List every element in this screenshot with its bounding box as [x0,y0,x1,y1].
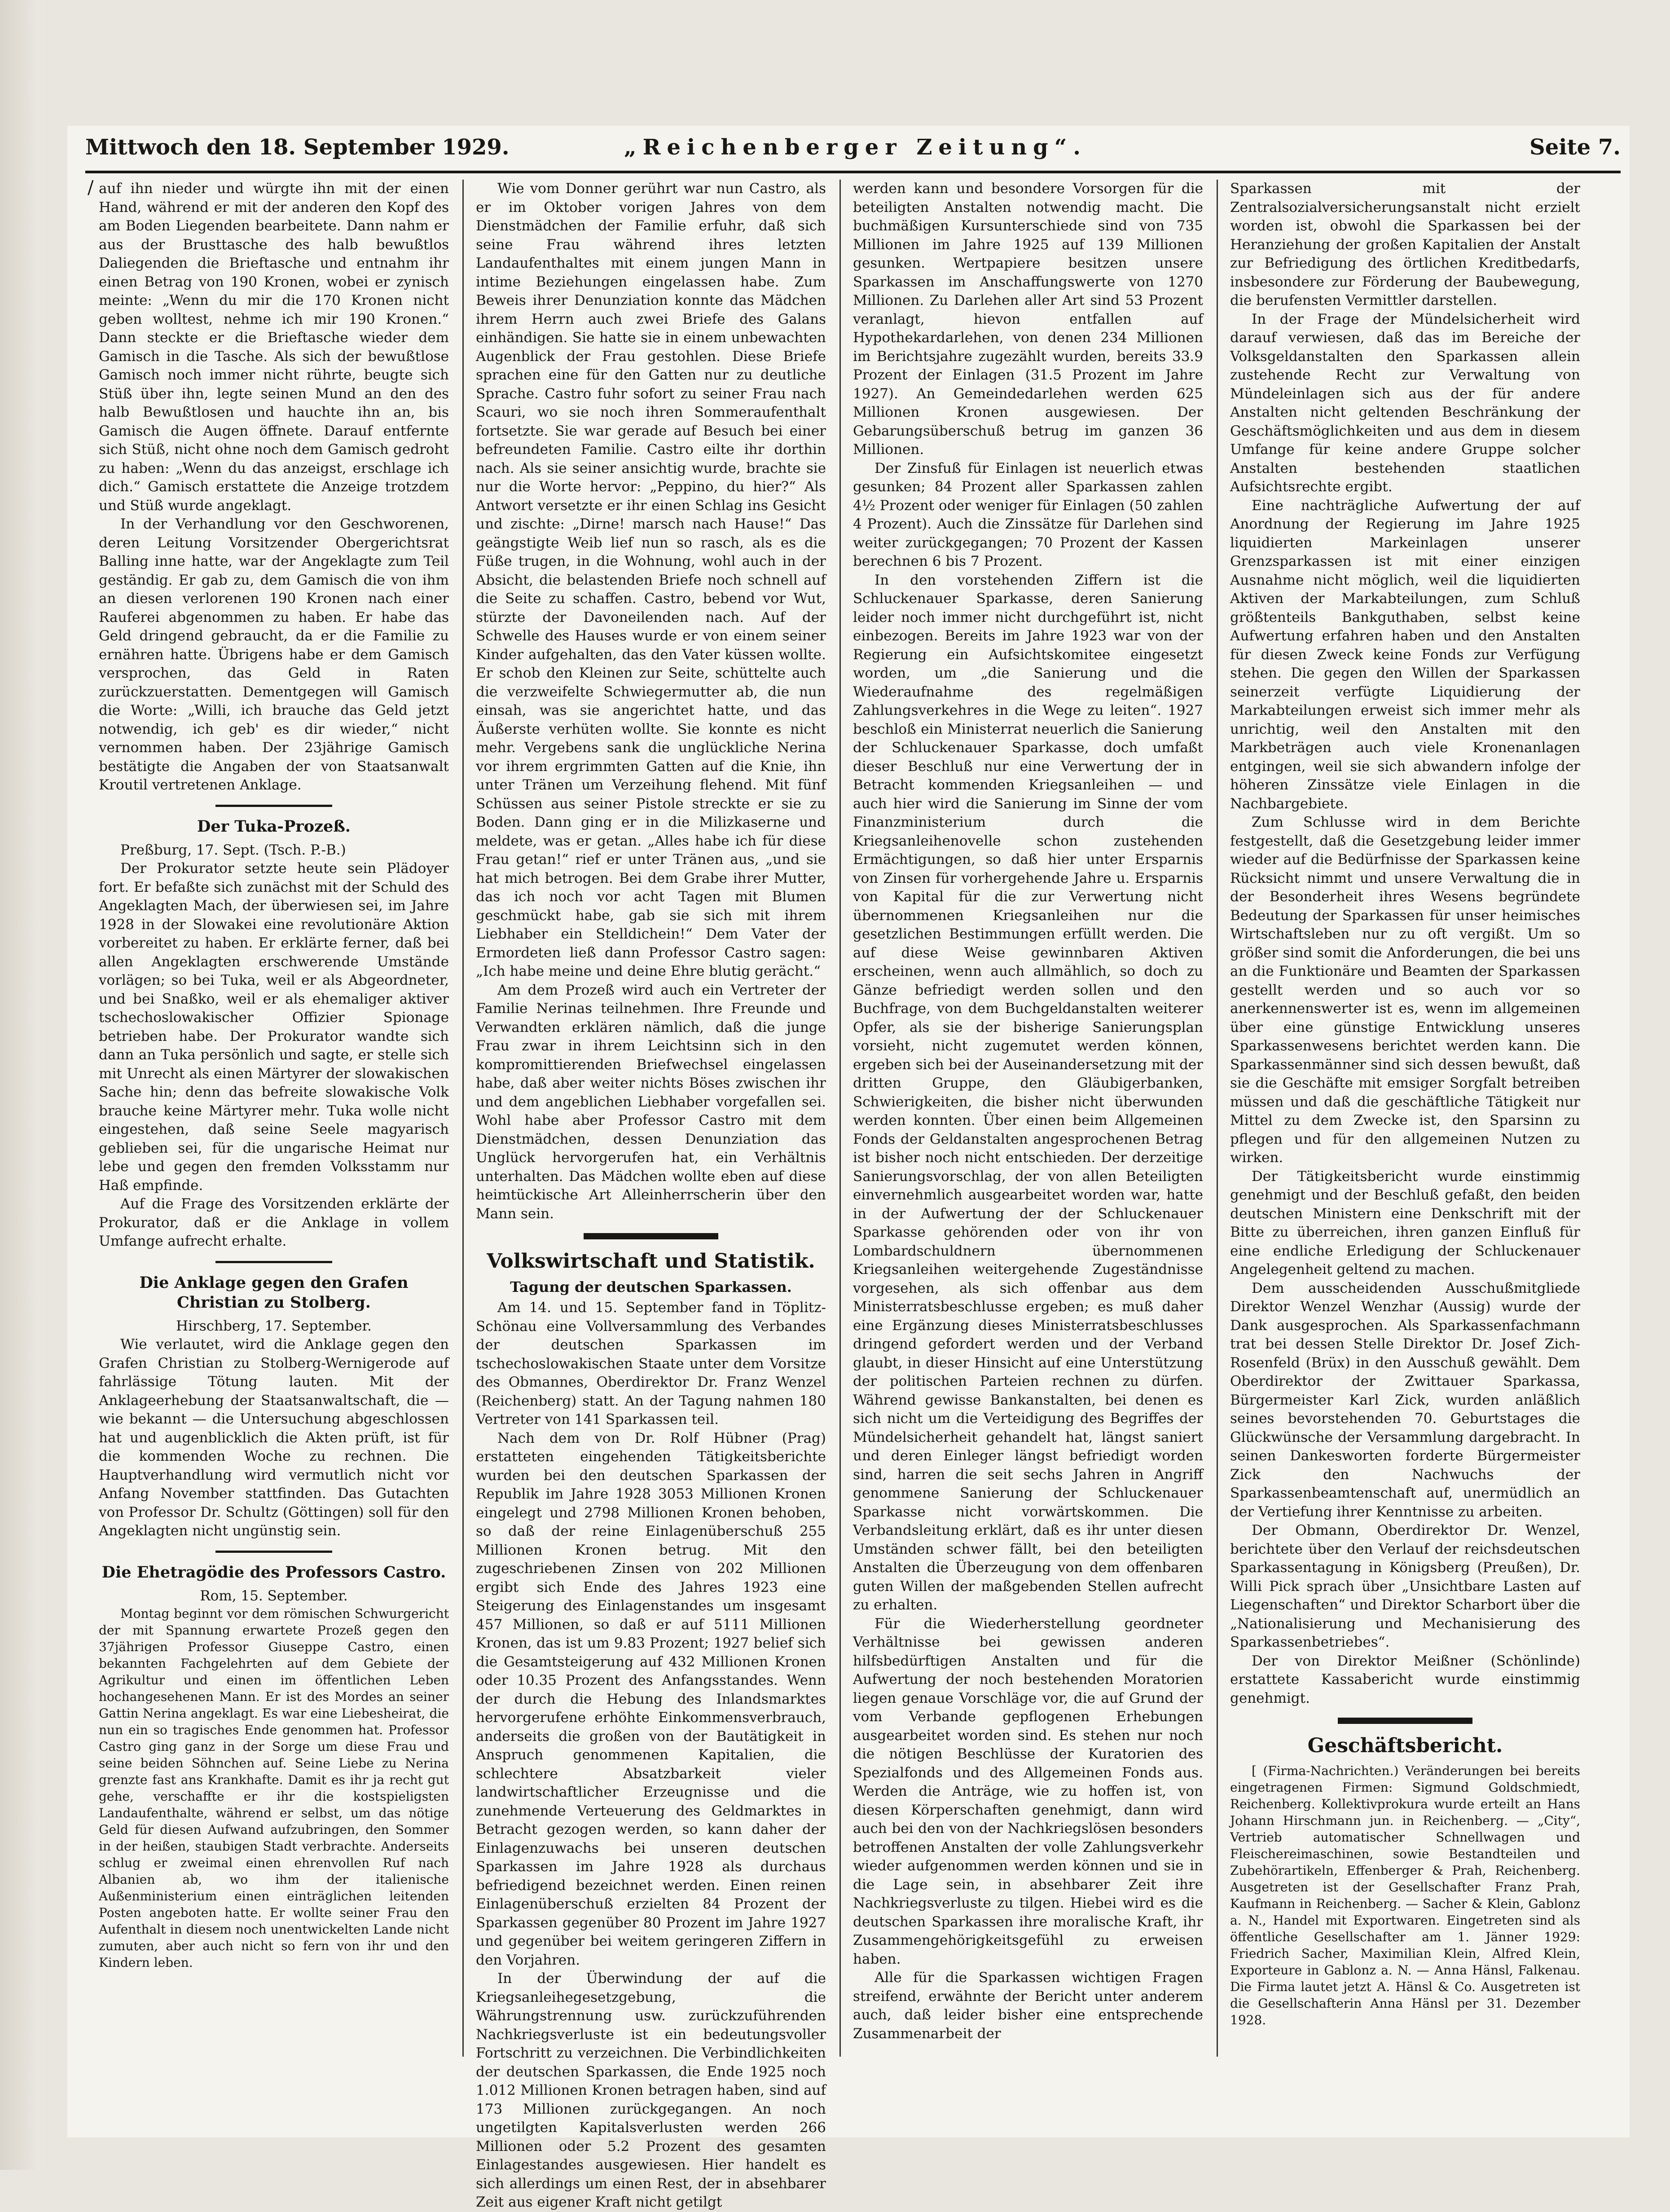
section-headline: Volkswirtschaft und Statistik. [487,1250,815,1273]
article-paragraph: Alle für die Sparkassen wichtigen Fragen streifend, erwähnte der Bericht unter anderem auch, daß leider bisher eine entsprechende Zusammenarbeit der [853,1970,1203,2042]
article-paragraph: Der Tätigkeitsbericht wurde einstimmig genehmigt und der Beschluß gefaßt, den beiden deutschen Ministern eine Denkschrift mit der Bitte zu überreichen, ihren ganzen Einfluß für eine endliche Erledigung der Schluckenauer Angelegenheit geltend zu machen. [1230,1168,1580,1278]
article-paragraph: auf ihn nieder und würgte ihn mit der einen Hand, während er mit der anderen den Kopf des am Boden Liegenden bearbeitete. Dann nahm er aus der Brusttasche des halb bewußtlos Daliegenden die Brieftasche und entnahm ihr einen Betrag von 190 Kronen, wobei er zynisch meinte: „Wenn du mir die 170 Kronen nicht geben wolltest, nehme ich mir 190 Kronen.“ Dann steckte er die Brieftasche wieder dem Gamisch in die Tasche. Als sich der bewußtlose Gamisch noch immer nicht rührte, beugte sich Stüß über ihn, legte seinen Mund an den des halb Bewußtlosen und hauchte ihn an, bis Gamisch die Augen öffnete. Darauf entfernte sich Stüß, nicht ohne noch dem Gamisch gedroht zu haben: „Wenn du das anzeigst, erschlage ich dich.“ Gamisch erstattete die Anzeige trotzdem und Stüß wurde angeklagt. [99,181,449,514]
scan-page-edge [0,0,40,2170]
article-paragraph: In der Verhandlung vor den Geschworenen, deren Leitung Vorsitzender Obergerichtsrat Balling inne hatte, war der Angeklagte zum Teil geständig. Er gab zu, dem Gamisch die von ihm an diesen verlorenen 190 Kronen nach einer Rauferei abgenommen zu haben. Er habe das Geld dringend gebraucht, da er die Familie zu ernähren hatte. Übrigens habe er dem Gamisch versprochen, das Geld in Raten zurückzuerstatten. Dementgegen will Gamisch die Worte: „Willi, ich brauche das Geld jetzt notwendig, ich geb' es dir wieder,“ nicht vernommen haben. Der 23jährige Gamisch bestätigte die Angaben der von Staatsanwalt Kroutil vertretenen Anklage. [99,516,449,793]
article-paragraph: Am dem Prozeß wird auch ein Vertreter der Familie Nerinas teilnehmen. Ihre Freunde und Verwandten erklären nämlich, daß die junge Frau zwar in ihrem Leichtsinn sich in den kompromittierenden Briefwechsel eingelassen habe, daß aber weiter nichts Böses zwischen ihr und dem angeblichen Liebhaber vorgefallen sei. Wohl habe aber Professor Castro mit dem Dienstmädchen, dessen Denunziation das Unglück hervorgerufen hat, ein Verhältnis unterhalten. Das Mädchen wollte eben auf diese heimtückische Art Alleinherrscherin über den Mann sein. [476,982,826,1222]
issue-date: Mittwoch den 18. September 1929. [85,135,510,160]
article-paragraph: Wie vom Donner gerührt war nun Castro, als er im Oktober vorigen Jahres von dem Dienstmädchen der Familie erfuhr, daß sich seine Frau während ihres letzten Landaufenthaltes mit einem jungen Mann in intime Beziehungen eingelassen habe. Zum Beweis ihrer Denunziation konnte das Mädchen ihrem Herrn auch zwei Briefe des Galans einhändigen. Sie hatte sie in einem unbewachten Augenblick der Frau gestohlen. Diese Briefe sprachen eine für den Gatten nur zu deutliche Sprache. Castro fuhr sofort zu seiner Frau nach Scauri, wo sie noch ihren Sommeraufenthalt fortsetzte. Sie war gerade auf Besuch bei einer befreundeten Familie. Castro eilte ihr dorthin nach. Als sie seiner ansichtig wurde, brachte sie nur die Worte hervor: „Peppino, du hier?“ Als Antwort versetzte er ihr einen Schlag ins Gesicht und zischte: „Dirne! marsch nach Hause!“ Das geängstigte Weib lief nun so rasch, als es die Füße trugen, in die Wohnung, wohl auch in der Absicht, die belastenden Briefe noch schnell auf die Seite zu schaffen. Castro, bebend vor Wut, stürzte der Davoneilenden nach. Auf der Schwelle des Hauses wurde er von einem seiner Kinder aufgehalten, das den Vater küssen wollte. Er schob den Kleinen zur Seite, schüttelte auch die verzweifelte Schwiegermutter ab, die nun einsah, was sie angerichtet hatte, und das Äußerste verhüten wollte. Sie konnte es nicht mehr. Vergebens sank die unglückliche Nerina vor ihrem ergrimmten Gatten auf die Knie, ihn unter Tränen um Verzeihung flehend. Mit fünf Schüssen aus seiner Pistole streckte er sie zu Boden. Dann ging er in die Milizkaserne und meldete, was er getan. „Alles habe ich für diese Frau getan!“ rief er unter Tränen aus, „und sie hat mich betrogen. Bei dem Grabe ihrer Mutter, das ich noch vor acht Tagen mit Blumen geschmückt habe, gab sie sich mit ihrem Liebhaber ein Stelldichein!“ Dem Vater der Ermordeten ließ dann Professor Castro sagen: „Ich habe meine und deine Ehre blutig gerächt.“ [476,181,826,979]
article-separator [215,1551,332,1553]
article-paragraph: Auf die Frage des Vorsitzenden erklärte der Prokurator, daß er die Anklage in vollem Umfange aufrecht erhalte. [99,1196,449,1249]
section-separator [1338,1718,1472,1724]
article-paragraph: Nach dem von Dr. Rolf Hübner (Prag) erstatteten eingehenden Tätigkeitsberichte wurden bei den deutschen Sparkassen der Republik im Jahre 1928 3053 Millionen Kronen eingelegt und 2798 Millionen Kronen behoben, so daß der reine Einlagenüberschuß 255 Millionen Kronen betrug. Mit den zugeschriebenen Zinsen von 202 Millionen ergibt sich Ende des Jahres 1923 eine Steigerung des Einlagenstandes um insgesamt 457 Millionen, so daß er auf 5111 Millionen Kronen, das ist um 9.83 Prozent; 1927 belief sich die Gesamtsteigerung auf 432 Millionen Kronen oder 10.35 Prozent des Anfangsstandes. Wenn der durch die Hebung des Inlandsmarktes hervorgerufene erhöhte Einkommensverbrauch, anderseits die großen von der Bautätigkeit in Anspruch genommenen Kapitalien, die schlechtere Absatzbarkeit vieler landwirtschaftlicher Erzeugnisse und die zunehmende Verteuerung des Geldmarktes in Betracht gezogen werden, so kann daher der Einlagenzuwachs bei unseren deutschen Sparkassen im Jahre 1928 als durchaus befriedigend bezeichnet werden. Einen reinen Einlagenüberschuß erzielten 84 Prozent der Sparkassen gegenüber 80 Prozent im Jahre 1927 und gegenüber bei weitem geringeren Ziffern in den Vorjahren. [476,1430,826,1968]
dateline: Rom, 15. September. [200,1587,348,1604]
column-divider [462,180,464,2057]
article-paragraph: Zum Schlusse wird in dem Berichte festgestellt, daß die Gesetzgebung leider immer wieder auf die Bedürfnisse der Sparkassen keine Rücksicht nimmt und unsere Verwaltung die in der Besonderheit ihres Wesens begründete Bedeutung der Sparkassen für unser heimisches Wirtschaftsleben nur zu oft vergißt. Um so größer sind somit die Anforderungen, die bei uns an die Funktionäre und Beamten der Sparkassen gestellt werden und so auch vor so anerkennenswerter ist es, wenn im allgemeinen über eine günstige Entwicklung unseres Sparkassenwesens berichtet werden kann. Die Sparkassenmänner sind sich dessen bewußt, daß sie die Geschäfte mit emsiger Sorgfalt betreiben müssen und daß die geschäftliche Tätigkeit nur Mittel zu dem Zwecke ist, den Sparsinn zu pflegen und für den allgemeinen Nutzen zu wirken. [1230,814,1580,1166]
article-separator [215,805,332,807]
article-paragraph: Montag beginnt vor dem römischen Schwurgericht der mit Spannung erwartete Prozeß gegen den 37jährigen Professor Giuseppe Castro, einen bekannten Fachgelehrten auf dem Gebiete der Agrikultur und einen im öffentlichen Leben hochangesehenen Mann. Er ist des Mordes an seiner Gattin Nerina angeklagt. Es war eine Liebesheirat, die nun ein so tragisches Ende genommen hat. Professor Castro ging ganz in der Sorge um diese Frau und seine beiden Söhnchen auf. Seine Liebe zu Nerina grenzte fast ans Krankhafte. Damit es ihr ja recht gut gehe, verschaffte er ihr die kostspieligsten Landaufenthalte, während er selbst, um das nötige Geld für diesen Aufwand aufzubringen, den Sommer in der heißen, staubigen Stadt verbrachte. Anderseits schlug er zweimal einen ehrenvollen Ruf nach Albanien ab, wo ihm der italienische Außenministerium einen einträglichen leitenden Posten angeboten hatte. Er wollte seiner Frau den Aufenthalt in diesem noch unentwickelten Lande nicht zumuten, aber auch nicht so fern von ihr und den Kindern leben. [99,1606,449,1970]
column-3 [853,180,1203,2093]
article-paragraph: Der Zinsfuß für Einlagen ist neuerlich etwas gesunken; 84 Prozent aller Sparkassen zahlen 4½ Prozent oder weniger für Einlagen (50 zahlen 4 Prozent). Auch die Zinssätze für Darlehen sind weiter zurückgegangen; 70 Prozent der Kassen berechnen 6 bis 7 Prozent. [853,460,1203,569]
article-headline: Tagung der deutschen Sparkassen. [510,1278,792,1295]
article-paragraph: Wie verlautet, wird die Anklage gegen den Grafen Christian zu Stolberg-Wernigerode auf fahrlässige Tötung lauten. Mit der Anklageerhebung der Staatsanwaltschaft, die — wie bekannt — die Untersuchung abgeschlossen hat und augenblicklich die Akten prüft, ist für die kommenden Woche zu rechnen. Die Hauptverhandlung wird vermutlich nicht vor Anfang November stattfinden. Das Gutachten von Professor Dr. Schultz (Göttingen) soll für den Angeklagten nicht ungünstig sein. [99,1336,449,1539]
article-paragraph: werden kann und besondere Vorsorgen für die beteiligten Anstalten notwendig macht. Die buchmäßigen Kursunterschiede sind von 735 Millionen im Jahre 1925 auf 139 Millionen gesunken. Wertpapiere besitzen unsere Sparkassen im Anschaffungswerte von 1270 Millionen. Zu Darlehen aller Art sind 53 Prozent veranlagt, hievon entfallen auf Hypothekardarlehen, von denen 234 Millionen im Berichtsjahre zugezählt wurden, bereits 33.9 Prozent der Einlagen (31.5 Prozent im Jahre 1927). An Gemeindedarlehen werden 625 Millionen Kronen ausgewiesen. Der Gebarungsüberschuß betrug im ganzen 36 Millionen. [853,181,1203,458]
article-headline: Der Tuka-Prozeß. [197,817,351,836]
page-number: Seite 7. [1529,135,1621,160]
article-paragraph: In der Überwindung der auf die Kriegsanleihegesetzgebung, die Währungstrennung usw. zurückzuführenden Nachkriegsverluste ist ein bedeutungsvoller Fortschritt zu verzeichnen. Die Verbindlichkeiten der deutschen Sparkassen, die Ende 1925 noch 1.012 Millionen Kronen betragen haben, sind auf 173 Millionen zurückgegangen. An noch ungetilgten Kapitalsverlusten werden 266 Millionen oder 5.2 Prozent des gesamten Einlagestandes ausgewiesen. Hier handelt es sich allerdings um einen Rest, der in absehbarer Zeit aus eigener Kraft nicht getilgt [476,1970,826,2210]
article-paragraph: Der Obmann, Oberdirektor Dr. Wenzel, berichtete über den Verlauf der reichsdeutschen Sparkassentagung in Königsberg (Preußen), Dr. Willi Pick sprach über „Unsichtbare Lasten auf Liegenschaften“ und Direktor Scharbort über die „Nationalisierung und Mechanisierung des Sparkassenbetriebes“. [1230,1522,1580,1650]
article-paragraph: Für die Wiederherstellung geordneter Verhältnisse bei gewissen anderen hilfsbedürftigen Anstalten und für die Aufwertung der noch bestehenden Moratorien liegen genaue Vorschläge vor, die auf Grund der vom Verbande gepflogenen Erhebungen ausgearbeitet worden sind. Es stehen nur noch die nötigen Beschlüsse der Kuratorien des Spezialfonds und des Allgemeinen Fonds aus. Werden die Anträge, wie zu hoffen ist, von diesen Körperschaften genehmigt, dann wird auch bei den von der Nachkriegslösen besonders betroffenen Anstalten der volle Zahlungsverkehr wieder aufgenommen werden können und sie in die Lage sein, in absehbarer Zeit ihre Nachkriegsverluste zu tilgen. Hiebei wird es die deutschen Sparkassen ihre moralische Kraft, ihr Zusammengehörigkeitsgefühl zu erweisen haben. [853,1615,1203,1967]
article-headline: Die Ehetragödie des Professors Castro. [101,1563,446,1582]
article-paragraph: Der Prokurator setzte heute sein Plädoyer fort. Er befaßte sich zunächst mit der Schuld des Angeklagten Mach, der überwiesen sei, im Jahre 1928 in der Slowakei eine revolutionäre Aktion vorbereitet zu haben. Er erklärte ferner, daß bei allen Angeklagten erschwerende Umstände vorlägen; so bei Tuka, weil er als Abgeordneter, und bei Snaßko, weil er als ehemaliger aktiver tschechoslowakischer Offizier Spionage betrieben habe. Der Prokurator wandte sich dann an Tuka persönlich und sagte, er stelle sich mit Unrecht als einen Märtyrer der slowakischen Sache hin; denn das befreite slowakische Volk brauche keine Märtyrer mehr. Tuka wolle nicht eingestehen, daß seine Seele magyarisch geblieben sei, für die ungarische Heimat nur lebe und gegen den fremden Volksstamm nur Haß empfinde. [99,860,449,1194]
column-divider [839,180,841,2057]
article-paragraph: [ (Firma-Nachrichten.) Veränderungen bei bereits eingetragenen Firmen: Sigmund Goldschmiedt, Reichenberg. Kollektivprokura wurde erteilt an Hans Johann Hirschmann jun. in Reichenberg. — „City“, Vertrieb automatischer Schnellwagen und Fleischereimaschinen, sowie Bestandteilen und Zubehörartikeln, Effenberger & Prah, Reichenberg. Ausgetreten ist der Gesellschafter Franz Prah, Kaufmann in Reichenberg. — Sacher & Klein, Gablonz a. N., Handel mit Exportwaren. Eingetreten sind als öffentliche Gesellschafter am 1. Jänner 1929: Friedrich Sacher, Maximilian Klein, Alfred Klein, Exporteure in Gablonz a. N. — Anna Hänsl, Falkenau. Die Firma lautet jetzt A. Hänsl & Co. Ausgetreten ist die Gesellschafterin Anna Hänsl per 31. Dezember 1928. [1230,1763,1580,2027]
article-paragraph: Eine nachträgliche Aufwertung der auf Anordnung der Regierung im Jahre 1925 liquidierten Markeinlagen unserer Grenzsparkassen ist mit einer einzigen Ausnahme nicht möglich, weil die liquidierten Aktiven der Markabteilungen, zum Schluß größtenteils Bankguthaben, selbst keine Aufwertung erfahren haben und den Anstalten für diesen Zweck keine Fonds zur Verfügung stehen. Die gegen den Willen der Sparkassen seinerzeit verfügte Liquidierung der Markabteilungen erweist sich immer mehr als unrichtig, weil den Anstalten mit den Markbeträgen auch viele Kronenanlagen entgingen, weil sie sich abwandern infolge der höheren Zinssätze viele Einlagen in die Nachbargebiete. [1230,497,1580,812]
column-divider [1217,180,1218,2057]
article-headline: Die Anklage gegen den Grafen Christian zu Stolberg. [139,1273,409,1312]
column-4 [1230,180,1580,2093]
article-paragraph: Der von Direktor Meißner (Schönlinde) erstattete Kassabericht wurde einstimmig genehmigt. [1230,1652,1580,1706]
article-paragraph: Am 14. und 15. September fand in Töplitz-Schönau eine Vollversammlung des Verbandes der deutschen Sparkassen im tschechoslowakischen Staate unter dem Vorsitze des Obmannes, Oberdirektor Dr. Franz Wenzel (Reichenberg) statt. An der Tagung nahmen 180 Vertreter von 141 Sparkassen teil. [476,1300,826,1428]
article-paragraph: Sparkassen mit der Zentralsozialversicherungsanstalt nicht erzielt worden ist, obwohl die Sparkassen bei der Heranziehung der großen Kapitalien der Anstalt zur Befriedigung des örtlichen Kreditbedarfs, insbesondere zur Förderung der Baubewegung, die berufensten Vermittler darstellen. [1230,181,1580,308]
masthead-title: „Reichenberger Zeitung“. [624,135,1087,160]
margin-mark: / [88,177,94,198]
column-1 [99,180,449,2093]
header-rule [85,171,1621,173]
article-paragraph: In den vorstehenden Ziffern ist die Schluckenauer Sparkasse, deren Sanierung leider noch immer nicht durchgeführt ist, nicht einbezogen. Bereits im Jahre 1923 war von der Regierung ein Aufsichtskomitee eingesetzt worden, um „die Sanierung und die Wiederaufnahme des regelmäßigen Zahlungsverkehres in die Wege zu leiten“. 1927 beschloß ein Ministerrat neuerlich die Sanierung der Schluckenauer Sparkasse, doch umfaßt dieser Beschluß nur eine Verwertung der in Betracht kommenden Kriegsanleihen — und auch hier wird die Sanierung im Sinne der vom Finanzministerium durch die Kriegsanleihenovelle schon zustehenden Ermächtigungen, so daß hier unter Ersparnis von Zinsen für vorhergehende Jahre u. Ersparnis von Kapital für die zur Verwertung nicht übernommenen Kriegsanleihen nur die gesetzlichen Bestimmungen erfüllt werden. Die auf diese Weise gewinnbaren Aktiven erscheinen, wenn auch allmählich, so doch zu Gänze befriedigt werden sollen und den Buchfrage, von dem Buchgeldanstalten weiterer Opfer, als sie der bisherige Sanierungsplan vorsieht, nicht zugemutet werden können, ergeben sich bei der Auseinandersetzung mit der dritten Gruppe, den Gläubigerbanken, Schwierigkeiten, die bisher nicht überwunden werden konnten. Über einen beim Allgemeinen Fonds der Geldanstalten angesprochenen Betrag ist bisher noch nicht entschieden. Der derzeitige Sanierungsvorschlag, der von allen Beteiligten einvernehmlich ausgearbeitet worden war, hatte in der Aufwertung der der Schluckenauer Sparkasse gehörenden oder von ihr von Lombardschuldnern übernommenen Kriegsanleihen weitergehende Zugeständnisse vorgesehen, als sich offenbar aus dem Ministerratsbeschlusse ergeben; es muß daher eine Ergänzung dieses Ministerratsbeschlusses dringend gefordert werden und der Verband glaubt, in dieser Hinsicht auf eine Unterstützung der politischen Parteien rechnen zu dürfen. Während gewisse Bankanstalten, bei denen es sich nicht um die Verteidigung des Begriffes der Mündelsicherheit gehandelt hat, längst saniert und deren Einleger längst befriedigt worden sind, harren die seit sechs Jahren in Angriff genommene Sanierung der Schluckenauer Sparkasse nicht vorwärtskommen. Die Verbandsleitung erklärt, daß es ihr unter diesen Umständen schwer fällt, bei den beteiligten Anstalten die Überzeugung von dem offenbaren guten Willen der maßgebenden Stellen aufrecht zu erhalten. [853,572,1203,1613]
article-paragraph: Dem ausscheidenden Ausschußmitgliede Direktor Wenzel Wenzhar (Aussig) wurde der Dank ausgesprochen. Als Sparkassenfachmann trat bei dessen Stelle Direktor Dr. Josef Zich-Rosenfeld (Brüx) in den Ausschuß gewählt. Dem Oberdirektor der Zwittauer Sparkassa, Bürgermeister Karl Zick, wurden anläßlich seines bevorstehenden 70. Geburtstages die Glückwünsche der Versammlung dargebracht. In seinen Dankesworten forderte Bürgermeister Zick den Nachwuchs der Sparkassenbeamtenschaft auf, unermüdlich an der Vertiefung ihrer Kenntnisse zu arbeiten. [1230,1280,1580,1520]
column-2 [476,180,826,2210]
dateline: Preßburg, 17. Sept. (Tsch. P.-B.) [120,842,346,858]
section-separator [584,1233,718,1239]
running-head [85,135,1621,166]
article-paragraph: In der Frage der Mündelsicherheit wird darauf verwiesen, daß das im Bereiche der Volksgeldanstalten den Sparkassen allein zustehende Recht zur Verwaltung von Mündeleinlagen sich aus der für andere Anstalten nicht geltenden Beschränkung der Geschäftsmöglichkeiten und aus dem in diesem Umfange für keine andere Gruppe solcher Anstalten bestehenden staatlichen Aufsichtsrechte ergibt. [1230,311,1580,495]
article-separator [215,1261,332,1263]
section-headline: Geschäftsbericht. [1307,1734,1503,1757]
dateline: Hirschberg, 17. September. [176,1318,372,1334]
